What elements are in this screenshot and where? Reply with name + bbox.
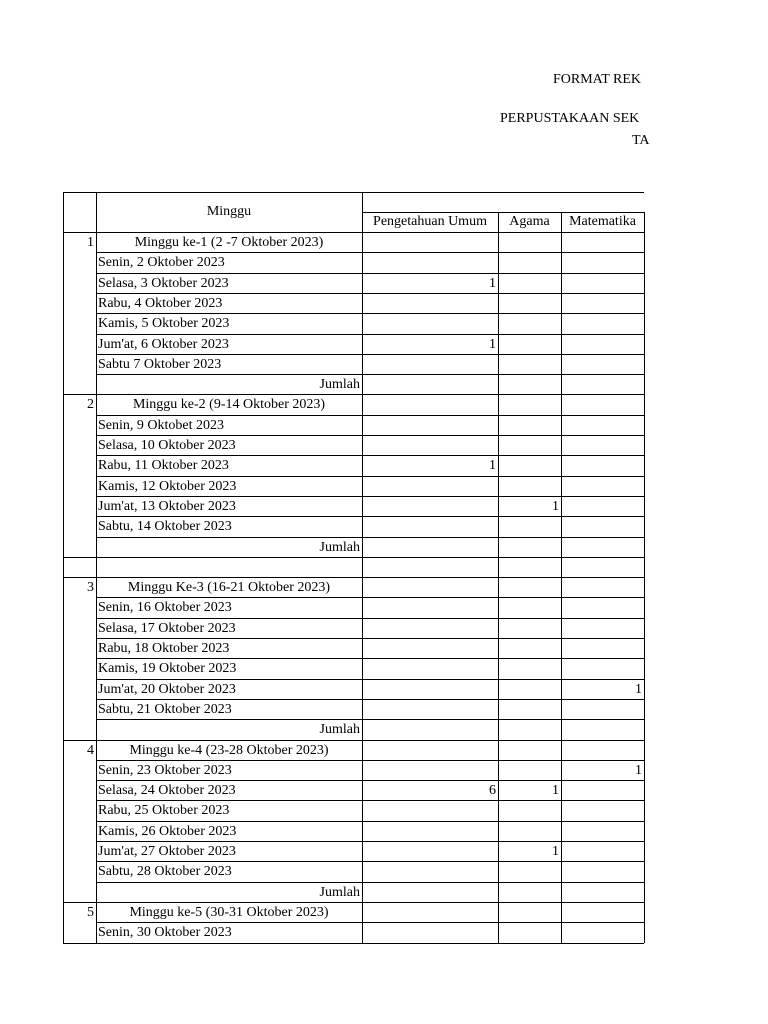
count-cell: 1 [552, 498, 559, 514]
count-cell [561, 558, 644, 577]
count-cell [561, 253, 644, 272]
count-cell [362, 923, 498, 942]
week-number: 4 [87, 742, 94, 758]
document-title: FORMAT REK [553, 72, 642, 87]
count-cell [498, 923, 561, 942]
week-label: Minggu Ke-3 (16-21 Oktober 2023) [127, 580, 331, 596]
count-cell [362, 517, 498, 536]
day-label: Senin, 23 Oktober 2023 [98, 762, 232, 778]
day-label: Sabtu, 21 Oktober 2023 [98, 701, 232, 717]
header-column: Pengetahuan Umum [373, 214, 487, 229]
count-cell [498, 619, 561, 638]
day-label: Jum'at, 13 Oktober 2023 [98, 498, 236, 514]
count-cell [561, 903, 644, 922]
count-cell [561, 395, 644, 414]
count-cell [498, 517, 561, 536]
count-cell [362, 741, 498, 760]
count-cell [362, 416, 498, 435]
week-label: Minggu ke-5 (30-31 Oktober 2023) [129, 904, 329, 920]
count-cell [561, 720, 644, 739]
count-cell [362, 862, 498, 881]
count-cell [362, 801, 498, 820]
count-cell [561, 842, 644, 861]
count-cell [362, 497, 498, 516]
count-cell [362, 395, 498, 414]
count-cell [561, 294, 644, 313]
count-cell [498, 598, 561, 617]
count-cell [362, 598, 498, 617]
day-label: Selasa, 3 Oktober 2023 [98, 275, 229, 291]
count-cell [362, 680, 498, 699]
count-cell [561, 781, 644, 800]
count-cell [498, 274, 561, 293]
day-label: Sabtu, 28 Oktober 2023 [98, 864, 232, 880]
count-cell [498, 233, 561, 252]
header-column: Agama [509, 214, 550, 229]
count-cell: 1 [489, 275, 496, 291]
count-cell [362, 233, 498, 252]
count-cell [362, 294, 498, 313]
header-minggu: Minggu [206, 204, 252, 219]
count-cell [498, 903, 561, 922]
count-cell: 1 [635, 681, 642, 697]
day-label: Selasa, 17 Oktober 2023 [98, 620, 236, 636]
col-border [362, 192, 363, 943]
count-cell [498, 659, 561, 678]
total-label: Jumlah [319, 884, 360, 900]
col-border [96, 192, 97, 943]
day-label: Sabtu 7 Oktober 2023 [98, 356, 222, 372]
count-cell [561, 578, 644, 597]
count-cell [561, 517, 644, 536]
count-cell [561, 883, 644, 902]
day-label: Jum'at, 6 Oktober 2023 [98, 336, 229, 352]
count-cell [362, 659, 498, 678]
day-label: Jum'at, 20 Oktober 2023 [98, 681, 236, 697]
count-cell [498, 761, 561, 780]
count-cell [362, 578, 498, 597]
day-label: Jum'at, 27 Oktober 2023 [98, 844, 236, 859]
count-cell [498, 416, 561, 435]
count-cell: 6 [489, 783, 496, 799]
count-cell [498, 335, 561, 354]
count-cell [561, 923, 644, 942]
count-cell [498, 253, 561, 272]
count-cell: 1 [635, 762, 642, 778]
count-cell [498, 700, 561, 719]
count-cell [561, 822, 644, 841]
week-number: 2 [87, 397, 94, 413]
count-cell [498, 639, 561, 658]
count-cell: 1 [489, 458, 496, 474]
total-label: Jumlah [319, 539, 360, 555]
count-cell [498, 578, 561, 597]
col-border [63, 192, 64, 943]
week-number: 3 [87, 580, 94, 596]
day-label: Kamis, 19 Oktober 2023 [98, 661, 237, 677]
count-cell [561, 335, 644, 354]
count-cell [362, 355, 498, 374]
count-cell: 1 [552, 844, 559, 859]
count-cell [561, 862, 644, 881]
day-label: Kamis, 12 Oktober 2023 [98, 478, 237, 494]
day-label: Rabu, 11 Oktober 2023 [98, 458, 229, 474]
count-cell [498, 558, 561, 577]
count-cell [498, 477, 561, 496]
count-cell [362, 253, 498, 272]
col-border [561, 212, 562, 943]
week-label: Minggu ke-1 (2 -7 Oktober 2023) [134, 235, 324, 250]
count-cell [561, 274, 644, 293]
count-cell [561, 477, 644, 496]
day-label: Senin, 16 Oktober 2023 [98, 600, 232, 616]
day-label: Senin, 30 Oktober 2023 [98, 925, 232, 941]
count-cell [561, 619, 644, 638]
count-cell [498, 680, 561, 699]
count-cell [362, 842, 498, 861]
count-cell [362, 538, 498, 557]
count-cell [561, 741, 644, 760]
count-cell [498, 822, 561, 841]
count-cell [561, 639, 644, 658]
count-cell [561, 233, 644, 252]
day-label: Senin, 2 Oktober 2023 [98, 255, 225, 271]
day-label: Senin, 9 Oktobet 2023 [98, 417, 224, 433]
count-cell [561, 700, 644, 719]
count-cell [561, 456, 644, 475]
count-cell [498, 538, 561, 557]
count-cell [362, 822, 498, 841]
count-cell [362, 903, 498, 922]
day-label: Selasa, 24 Oktober 2023 [98, 783, 236, 799]
document-subtitle-2: TA [632, 133, 650, 148]
day-label: Rabu, 25 Oktober 2023 [98, 803, 230, 819]
count-cell: 1 [552, 783, 559, 799]
total-label: Jumlah [319, 377, 360, 393]
count-cell [498, 862, 561, 881]
count-cell [498, 741, 561, 760]
count-cell [362, 558, 498, 577]
count-cell [561, 436, 644, 455]
count-cell [561, 497, 644, 516]
week-number: 5 [87, 904, 94, 920]
week-label: Minggu ke-4 (23-28 Oktober 2023) [129, 742, 329, 758]
day-label [96, 558, 362, 577]
count-cell [561, 375, 644, 394]
header-column: Matematika [569, 214, 636, 229]
count-cell [362, 700, 498, 719]
day-label: Rabu, 18 Oktober 2023 [98, 641, 230, 656]
count-cell [498, 355, 561, 374]
count-cell [561, 538, 644, 557]
count-cell [561, 314, 644, 333]
day-label: Kamis, 5 Oktober 2023 [98, 316, 230, 332]
count-cell [498, 883, 561, 902]
col-border [644, 212, 645, 943]
count-cell [498, 801, 561, 820]
document-subtitle: PERPUSTAKAAN SEK [500, 111, 640, 126]
count-cell [362, 639, 498, 658]
count-cell [362, 436, 498, 455]
row-border [63, 943, 644, 944]
count-cell [498, 375, 561, 394]
count-cell [362, 477, 498, 496]
count-cell [561, 801, 644, 820]
count-cell [362, 761, 498, 780]
day-label: Rabu, 4 Oktober 2023 [98, 295, 223, 311]
count-cell [498, 395, 561, 414]
day-label: Selasa, 10 Oktober 2023 [98, 438, 236, 453]
day-label: Kamis, 26 Oktober 2023 [98, 823, 237, 839]
count-cell [362, 375, 498, 394]
count-cell [498, 720, 561, 739]
count-cell [498, 456, 561, 475]
count-cell [498, 436, 561, 455]
count-cell [498, 294, 561, 313]
count-cell [561, 659, 644, 678]
week-label: Minggu ke-2 (9-14 Oktober 2023) [132, 397, 326, 413]
count-cell [362, 883, 498, 902]
count-cell: 1 [489, 336, 496, 352]
count-cell [362, 720, 498, 739]
day-label: Sabtu, 14 Oktober 2023 [98, 519, 232, 535]
count-cell [561, 598, 644, 617]
week-number: 1 [87, 235, 94, 250]
count-cell [362, 314, 498, 333]
total-label: Jumlah [319, 722, 360, 738]
count-cell [561, 355, 644, 374]
count-cell [362, 619, 498, 638]
count-cell [561, 416, 644, 435]
col-border [498, 212, 499, 943]
count-cell [498, 314, 561, 333]
